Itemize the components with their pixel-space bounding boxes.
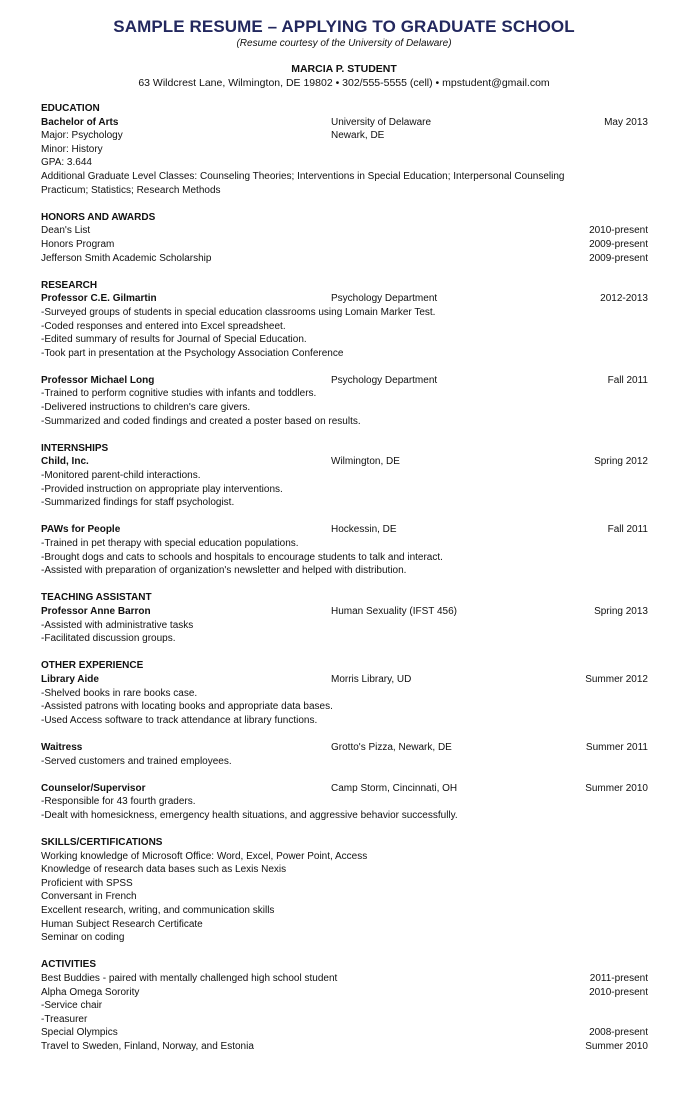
entry-date: Summer 2011: [585, 741, 648, 753]
section-heading: OTHER EXPERIENCE: [41, 660, 144, 672]
activity-item: [41, 1026, 648, 1040]
bullet: -Brought dogs and cats to schools and hospitals to encourage students to talk and interact.: [41, 551, 443, 563]
entry-title: PAWs for People: [41, 524, 121, 536]
entry-title: Counselor/Supervisor: [41, 782, 146, 794]
bullet: -Facilitated discussion groups.: [41, 633, 176, 645]
entry-title: Professor C.E. Gilmartin: [41, 293, 157, 305]
internship-entry: [41, 523, 648, 577]
entry-place: Grotto's Pizza, Newark, DE: [331, 741, 452, 753]
activity-item: [41, 972, 648, 986]
teaching-entry: [41, 605, 648, 646]
skill-item: Proficient with SPSS: [41, 877, 133, 889]
entry-header: [41, 782, 648, 796]
honor-name: Jefferson Smith Academic Scholarship: [41, 252, 212, 264]
document-subtitle: (Resume courtesy of the University of Delaware): [236, 38, 452, 49]
entry-date: Summer 2012: [585, 673, 648, 685]
entry-header: [41, 455, 648, 469]
activity-name: -Treasurer: [41, 1013, 88, 1025]
activities-section: [41, 958, 648, 1053]
bullet: -Trained in pet therapy with special education populations.: [41, 538, 299, 549]
entry-title: Professor Michael Long: [41, 374, 155, 386]
activity-date: 2011-present: [589, 973, 648, 984]
entry-header: [41, 523, 648, 537]
activity-item: [41, 1040, 648, 1054]
section-heading: INTERNSHIPS: [41, 442, 109, 454]
bullet: -Responsible for 43 fourth graders.: [41, 796, 196, 808]
skill-item: Excellent research, writing, and communication skills: [41, 905, 275, 917]
bullet: -Shelved books in rare books case.: [41, 687, 198, 699]
bullet: -Surveyed groups of students in special education classrooms using Lomain Marker Test.: [41, 306, 436, 318]
other-experience-section: [41, 659, 648, 822]
section-heading: TEACHING ASSISTANT: [41, 592, 152, 604]
activity-name: Best Buddies - paired with mentally challenged high school student: [41, 973, 338, 984]
list-item: [41, 224, 648, 238]
entry-place: Hockessin, DE: [331, 524, 397, 536]
bullet: -Monitored parent-child interactions.: [41, 470, 201, 482]
experience-entry: [41, 741, 648, 768]
entry-date: Fall 2011: [607, 374, 648, 386]
bullet: -Delivered instructions to children's care givers.: [41, 402, 251, 414]
activity-item: [41, 999, 648, 1013]
honor-name: Dean's List: [41, 225, 91, 237]
section-heading: HONORS AND AWARDS: [41, 211, 156, 223]
document-title: SAMPLE RESUME – APPLYING TO GRADUATE SCHOOL: [113, 17, 575, 36]
degree-name: Bachelor of Arts: [41, 116, 119, 128]
entry-header: [41, 741, 648, 755]
school-location: Newark, DE: [331, 130, 385, 142]
bullet: -Summarized and coded findings and created a poster based on results.: [41, 415, 361, 427]
bullet: -Assisted patrons with locating books and appropriate data bases.: [41, 701, 333, 713]
bullet: -Trained to perform cognitive studies with infants and toddlers.: [41, 388, 317, 400]
bullet: -Served customers and trained employees.: [41, 755, 232, 767]
skill-item: Human Subject Research Certificate: [41, 918, 203, 930]
major: Major: Psychology: [41, 130, 123, 142]
skill-item: Conversant in French: [41, 891, 137, 903]
major-row: [41, 129, 648, 143]
bullet: -Used Access software to track attendance at library functions.: [41, 714, 318, 726]
entry-place: Wilmington, DE: [331, 456, 400, 468]
activity-name: Travel to Sweden, Finland, Norway, and Estonia: [41, 1040, 254, 1052]
skill-item: Working knowledge of Microsoft Office: Word, Excel, Power Point, Access: [41, 850, 368, 862]
activity-date: 2010-present: [589, 986, 648, 998]
activity-date: 2008-present: [589, 1027, 648, 1039]
list-item: [41, 252, 648, 266]
contact-line: 63 Wildcrest Lane, Wilmington, DE 19802 • 302/555-5555 (cell) • mpstudent@gmail.com: [138, 77, 550, 89]
entry-title: Library Aide: [41, 673, 99, 685]
education-section: [41, 102, 648, 197]
school-name: University of Delaware: [331, 116, 432, 128]
candidate-name: MARCIA P. STUDENT: [291, 63, 397, 75]
skill-item: Seminar on coding: [41, 932, 125, 944]
entry-title: Child, Inc.: [41, 456, 89, 468]
entry-header: [41, 673, 648, 687]
activity-name: Alpha Omega Sorority: [41, 986, 140, 998]
bullet: -Coded responses and entered into Excel spreadsheet.: [41, 320, 286, 332]
minor: Minor: History: [41, 143, 103, 155]
activity-item: [41, 986, 648, 1000]
entry-date: Fall 2011: [607, 524, 648, 536]
research-entry: [41, 292, 648, 360]
graduation-date: May 2013: [604, 116, 648, 128]
entry-date: Summer 2010: [585, 782, 648, 794]
activity-name: Special Olympics: [41, 1027, 118, 1039]
additional-classes: Additional Graduate Level Classes: Counseling Theories; Interventions in Special Education; Interpersonal Counseling Practicum; Statistics; Research Methods: [41, 170, 565, 196]
section-heading: SKILLS/CERTIFICATIONS: [41, 837, 163, 849]
entry-date: Spring 2012: [594, 456, 648, 468]
bullet: -Dealt with homesickness, emergency health situations, and aggressive behavior successfully.: [41, 809, 458, 821]
research-section: [41, 279, 648, 429]
list-item: [41, 238, 648, 252]
entry-place: Human Sexuality (IFST 456): [331, 605, 457, 617]
internships-section: [41, 442, 648, 578]
activity-item: [41, 1013, 648, 1027]
entry-date: Spring 2013: [594, 605, 648, 617]
research-entry: [41, 374, 648, 428]
entry-place: Psychology Department: [331, 293, 438, 305]
skills-section: [41, 836, 648, 945]
entry-header: [41, 605, 648, 619]
section-heading: EDUCATION: [41, 103, 100, 114]
bullet: -Took part in presentation at the Psychology Association Conference: [41, 347, 344, 359]
bullet: -Provided instruction on appropriate play interventions.: [41, 483, 283, 495]
honor-date: 2009-present: [589, 238, 648, 250]
resume-body: [41, 102, 648, 1054]
entry-place: Camp Storm, Cincinnati, OH: [331, 782, 458, 794]
honor-name: Honors Program: [41, 238, 115, 250]
activity-date: Summer 2010: [585, 1040, 648, 1052]
bullet: -Summarized findings for staff psychologist.: [41, 497, 235, 509]
section-heading: RESEARCH: [41, 279, 98, 291]
teaching-section: [41, 591, 648, 645]
entry-date: 2012-2013: [600, 293, 648, 305]
section-heading: ACTIVITIES: [41, 959, 97, 971]
skill-item: Knowledge of research data bases such as Lexis Nexis: [41, 864, 287, 876]
entry-title: Waitress: [41, 741, 83, 753]
gpa: GPA: 3.644: [41, 157, 92, 169]
degree-row: [41, 116, 648, 130]
entry-header: [41, 374, 648, 388]
bullet: -Edited summary of results for Journal of Special Education.: [41, 334, 307, 346]
entry-title: Professor Anne Barron: [41, 605, 151, 617]
honor-date: 2010-present: [589, 225, 648, 237]
entry-header: [41, 292, 648, 306]
bullet: -Assisted with preparation of organization's newsletter and helped with distribution.: [41, 565, 407, 577]
activity-name: -Service chair: [41, 1000, 103, 1012]
honor-date: 2009-present: [589, 252, 648, 264]
honors-section: [41, 211, 648, 265]
bullet: -Assisted with administrative tasks: [41, 619, 194, 631]
entry-place: Morris Library, UD: [331, 673, 412, 685]
experience-entry: [41, 782, 648, 823]
internship-entry: [41, 455, 648, 509]
entry-place: Psychology Department: [331, 374, 438, 386]
experience-entry: [41, 673, 648, 727]
